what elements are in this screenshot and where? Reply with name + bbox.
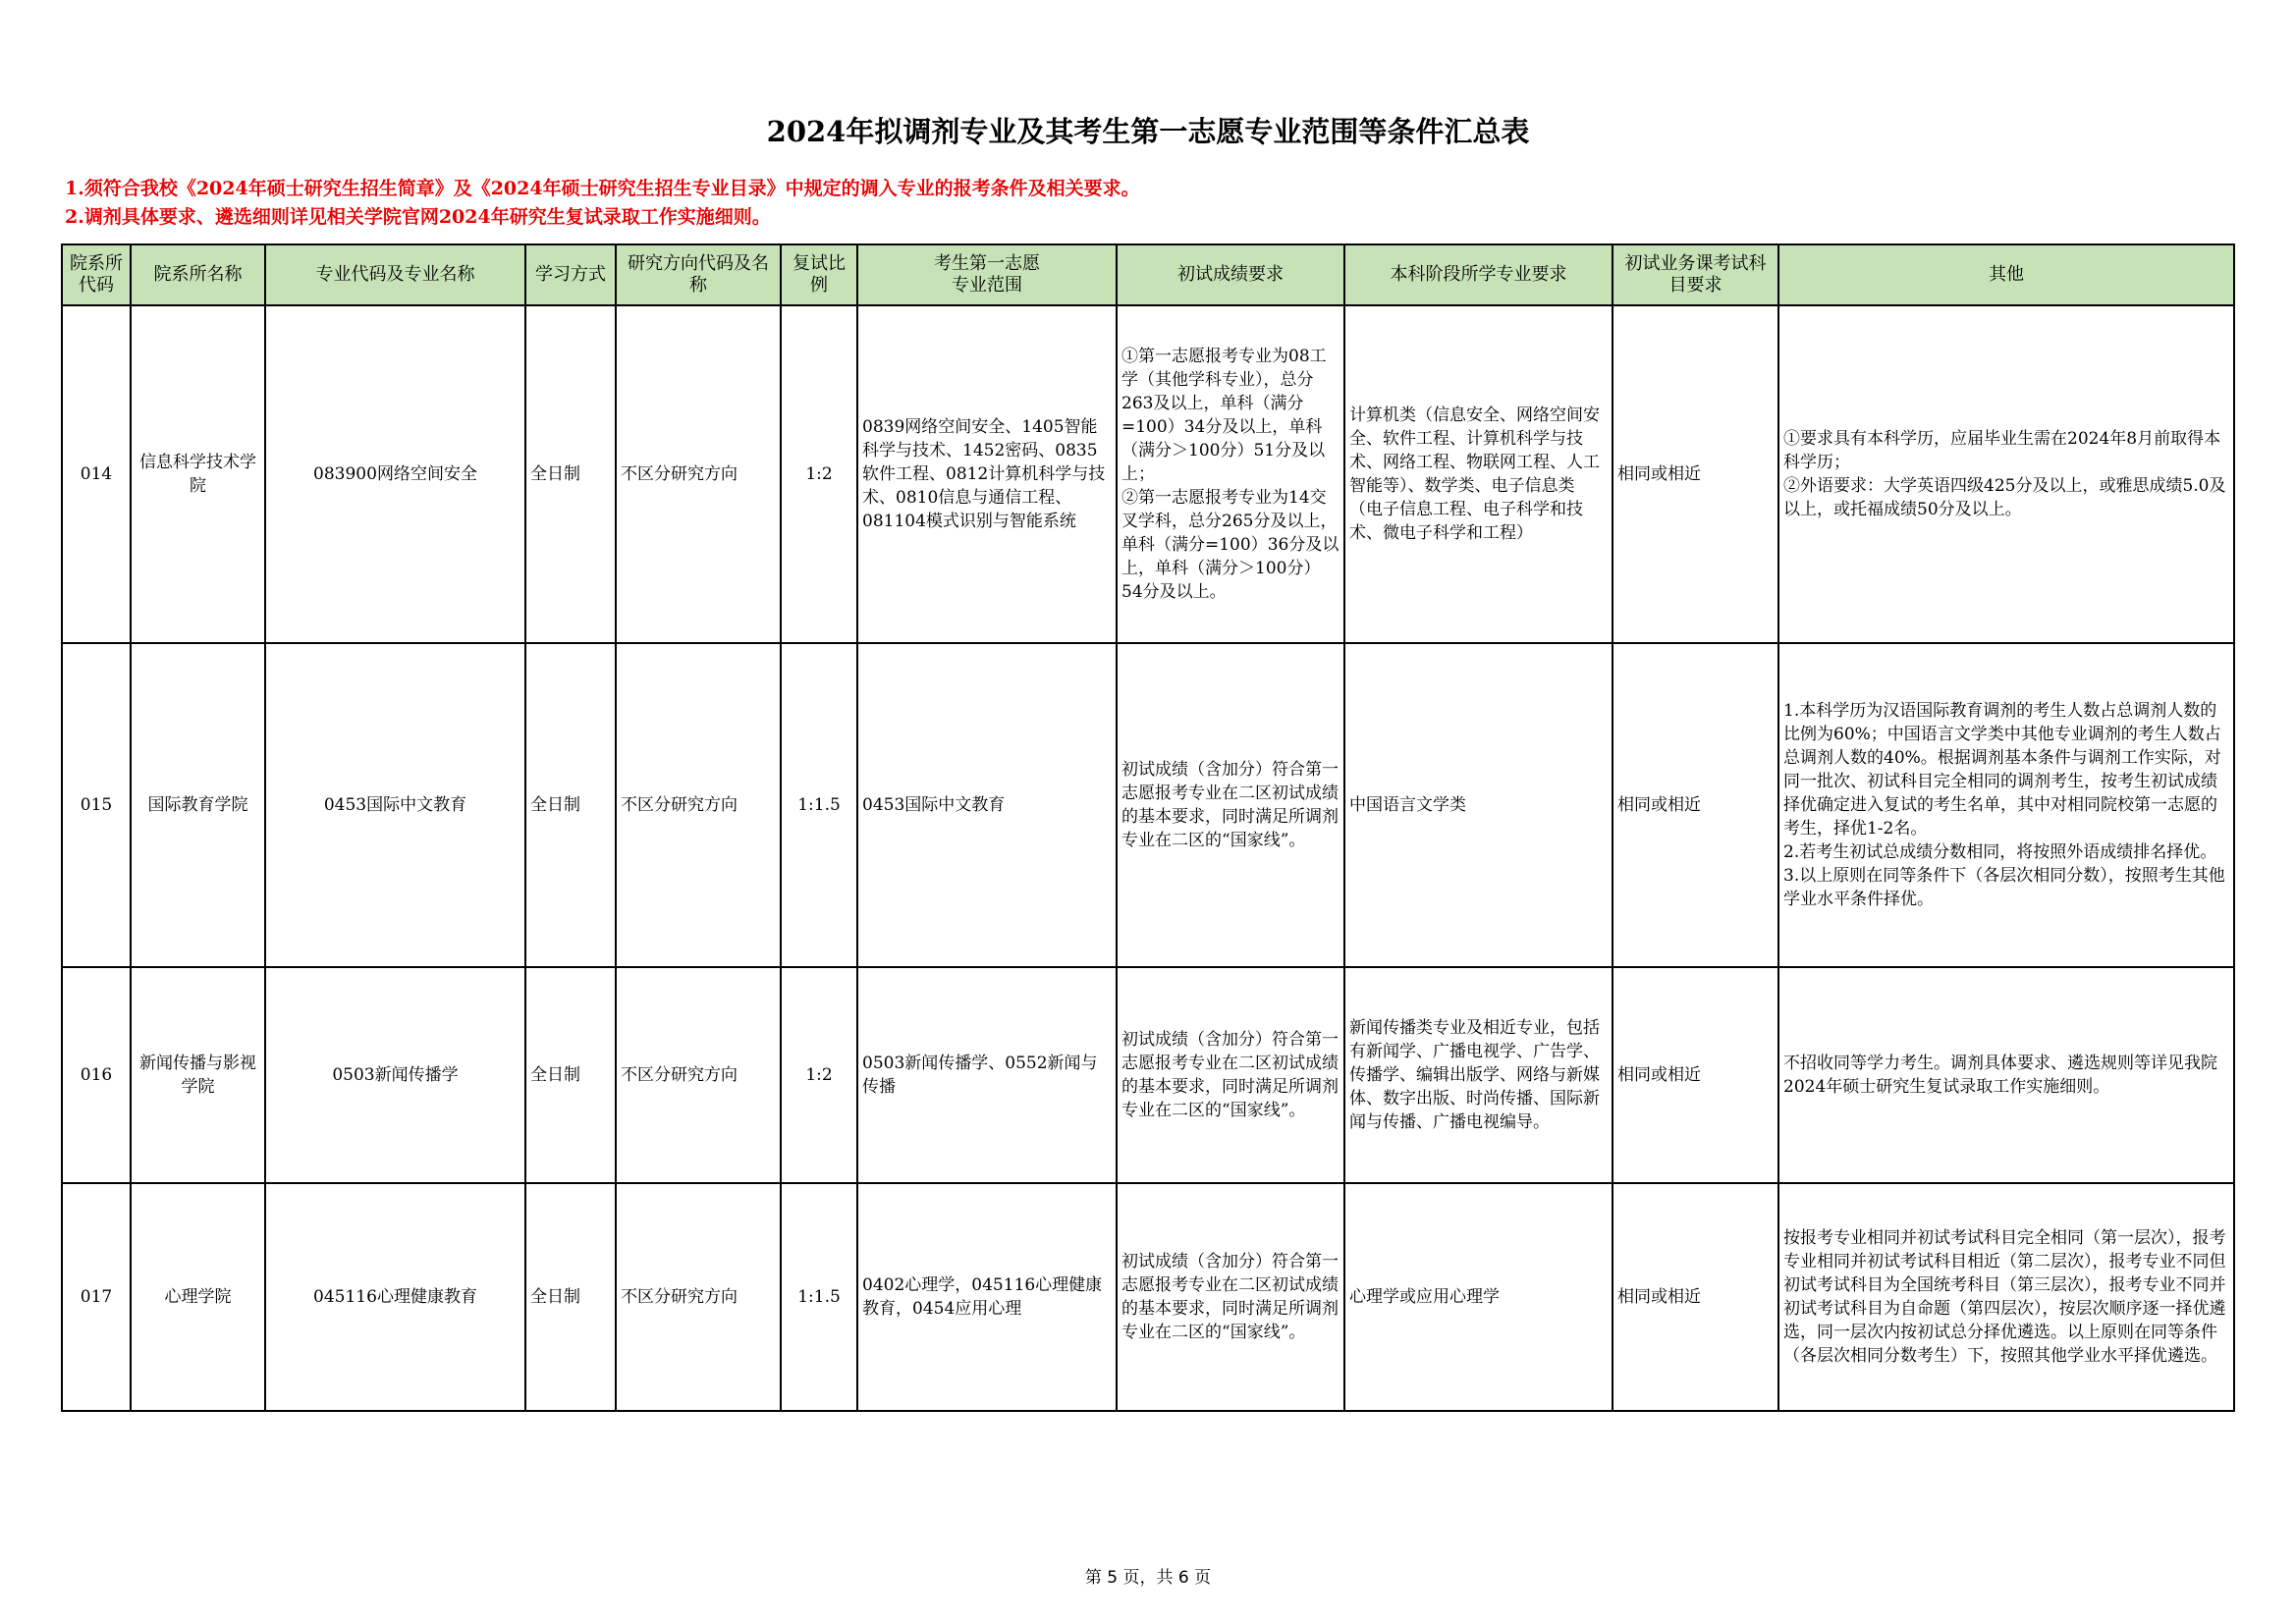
- cell-research: 不区分研究方向: [616, 1183, 781, 1411]
- header-dept-name: 院系所名称: [131, 244, 265, 305]
- header-score-req: 初试成绩要求: [1117, 244, 1344, 305]
- cell-exam-subject: 相同或相近: [1613, 1183, 1778, 1411]
- header-ratio: 复试比例: [781, 244, 857, 305]
- cell-exam-subject: 相同或相近: [1613, 305, 1778, 643]
- table-row: [62, 305, 2234, 643]
- header-dept-code: 院系所代码: [62, 244, 131, 305]
- page-title: 2024年拟调剂专业及其考生第一志愿专业范围等条件汇总表: [766, 115, 1530, 148]
- cell-dept-name: 心理学院: [131, 1183, 265, 1411]
- cell-dept-code: 015: [62, 643, 131, 967]
- cell-ratio: 1:1.5: [781, 1183, 857, 1411]
- cell-other: ①要求具有本科学历，应届毕业生需在2024年8月前取得本科学历； ②外语要求：大学英语四级425分及以上，或雅思成绩5.0及以上，或托福成绩50分及以上。: [1778, 305, 2234, 643]
- cell-score-req: 初试成绩（含加分）符合第一志愿报考专业在二区初试成绩的基本要求，同时满足所调剂专业在二区的“国家线”。: [1117, 643, 1344, 967]
- cell-ratio: 1:2: [781, 305, 857, 643]
- header-study-mode: 学习方式: [525, 244, 616, 305]
- cell-study-mode: 全日制: [525, 305, 616, 643]
- table-row: [62, 1183, 2234, 1411]
- cell-dept-name: 新闻传播与影视学院: [131, 967, 265, 1183]
- cell-first-choice: 0402心理学，045116心理健康教育，0454应用心理: [857, 1183, 1117, 1411]
- cell-dept-code: 016: [62, 967, 131, 1183]
- cell-ratio: 1:1.5: [781, 643, 857, 967]
- table-row: [62, 643, 2234, 967]
- cell-score-req: 初试成绩（含加分）符合第一志愿报考专业在二区初试成绩的基本要求，同时满足所调剂专业在二区的“国家线”。: [1117, 1183, 1344, 1411]
- table-row: [62, 967, 2234, 1183]
- cell-other: 1.本科学历为汉语国际教育调剂的考生人数占总调剂人数的比例为60%；中国语言文学类中其他专业调剂的考生人数占总调剂人数的40%。根据调剂基本条件与调剂工作实际，对同一批次、初试科目完全相同的调剂考生，按考生初试成绩择优确定进入复试的考生名单，其中对相同院校第一志愿的考生，择优1-2名。 2.若考生初试总成绩分数相同，将按照外语成绩排名择优。 3.以上原则在同等条件下（各层次相同分数），按照考生其他学业水平条件择优。: [1778, 643, 2234, 967]
- header-exam-subject: 初试业务课考试科目要求: [1613, 244, 1778, 305]
- cell-research: 不区分研究方向: [616, 305, 781, 643]
- header-row: [62, 244, 2234, 305]
- header-major: 专业代码及专业名称: [265, 244, 525, 305]
- summary-table: [61, 243, 2235, 1412]
- header-undergrad: 本科阶段所学专业要求: [1344, 244, 1613, 305]
- cell-study-mode: 全日制: [525, 1183, 616, 1411]
- cell-ratio: 1:2: [781, 967, 857, 1183]
- cell-exam-subject: 相同或相近: [1613, 967, 1778, 1183]
- cell-undergrad: 中国语言文学类: [1344, 643, 1613, 967]
- cell-other: 不招收同等学力考生。调剂具体要求、遴选规则等详见我院2024年硕士研究生复试录取工作实施细则。: [1778, 967, 2234, 1183]
- cell-major: 0503新闻传播学: [265, 967, 525, 1183]
- page-footer: 第 5 页，共 6 页: [1084, 1568, 1212, 1588]
- cell-dept-name: 信息科学技术学院: [131, 305, 265, 643]
- cell-undergrad: 新闻传播类专业及相近专业，包括有新闻学、广播电视学、广告学、传播学、编辑出版学、网络与新媒体、数字出版、时尚传播、国际新闻与传播、广播电视编导。: [1344, 967, 1613, 1183]
- cell-first-choice: 0503新闻传播学、0552新闻与传播: [857, 967, 1117, 1183]
- cell-first-choice: 0839网络空间安全、1405智能科学与技术、1452密码、0835软件工程、0812计算机科学与技术、0810信息与通信工程、081104模式识别与智能系统: [857, 305, 1117, 643]
- cell-major: 0453国际中文教育: [265, 643, 525, 967]
- note-1: 1.须符合我校《2024年硕士研究生招生简章》及《2024年硕士研究生招生专业目录》中规定的调入专业的报考条件及相关要求。: [65, 178, 1140, 199]
- cell-dept-code: 014: [62, 305, 131, 643]
- header-first-choice: 考生第一志愿 专业范围: [857, 244, 1117, 305]
- cell-exam-subject: 相同或相近: [1613, 643, 1778, 967]
- cell-score-req: 初试成绩（含加分）符合第一志愿报考专业在二区初试成绩的基本要求，同时满足所调剂专业在二区的“国家线”。: [1117, 967, 1344, 1183]
- cell-study-mode: 全日制: [525, 967, 616, 1183]
- cell-major: 083900网络空间安全: [265, 305, 525, 643]
- cell-first-choice: 0453国际中文教育: [857, 643, 1117, 967]
- cell-undergrad: 心理学或应用心理学: [1344, 1183, 1613, 1411]
- cell-research: 不区分研究方向: [616, 967, 781, 1183]
- cell-major: 045116心理健康教育: [265, 1183, 525, 1411]
- header-other: 其他: [1778, 244, 2234, 305]
- cell-study-mode: 全日制: [525, 643, 616, 967]
- cell-research: 不区分研究方向: [616, 643, 781, 967]
- header-research: 研究方向代码及名称: [616, 244, 781, 305]
- cell-score-req: ①第一志愿报考专业为08工学（其他学科专业），总分263及以上，单科（满分=100）34分及以上，单科（满分＞100分）51分及以上； ②第一志愿报考专业为14交叉学科，总分265分及以上，单科（满分=100）36分及以上，单科（满分＞100分）54分及以上。: [1117, 305, 1344, 643]
- cell-dept-name: 国际教育学院: [131, 643, 265, 967]
- cell-other: 按报考专业相同并初试考试科目完全相同（第一层次），报考专业相同并初试考试科目相近（第二层次），报考专业不同但初试考试科目为全国统考科目（第三层次），报考专业不同并初试考试科目为自命题（第四层次），按层次顺序逐一择优遴选，同一层次内按初试总分择优遴选。以上原则在同等条件（各层次相同分数考生）下，按照其他学业水平择优遴选。: [1778, 1183, 2234, 1411]
- note-2: 2.调剂具体要求、遴选细则详见相关学院官网2024年研究生复试录取工作实施细则。: [65, 206, 771, 228]
- notes: [65, 175, 1140, 232]
- cell-dept-code: 017: [62, 1183, 131, 1411]
- cell-undergrad: 计算机类（信息安全、网络空间安全、软件工程、计算机科学与技术、网络工程、物联网工程、人工智能等）、数学类、电子信息类（电子信息工程、电子科学和技术、微电子科学和工程）: [1344, 305, 1613, 643]
